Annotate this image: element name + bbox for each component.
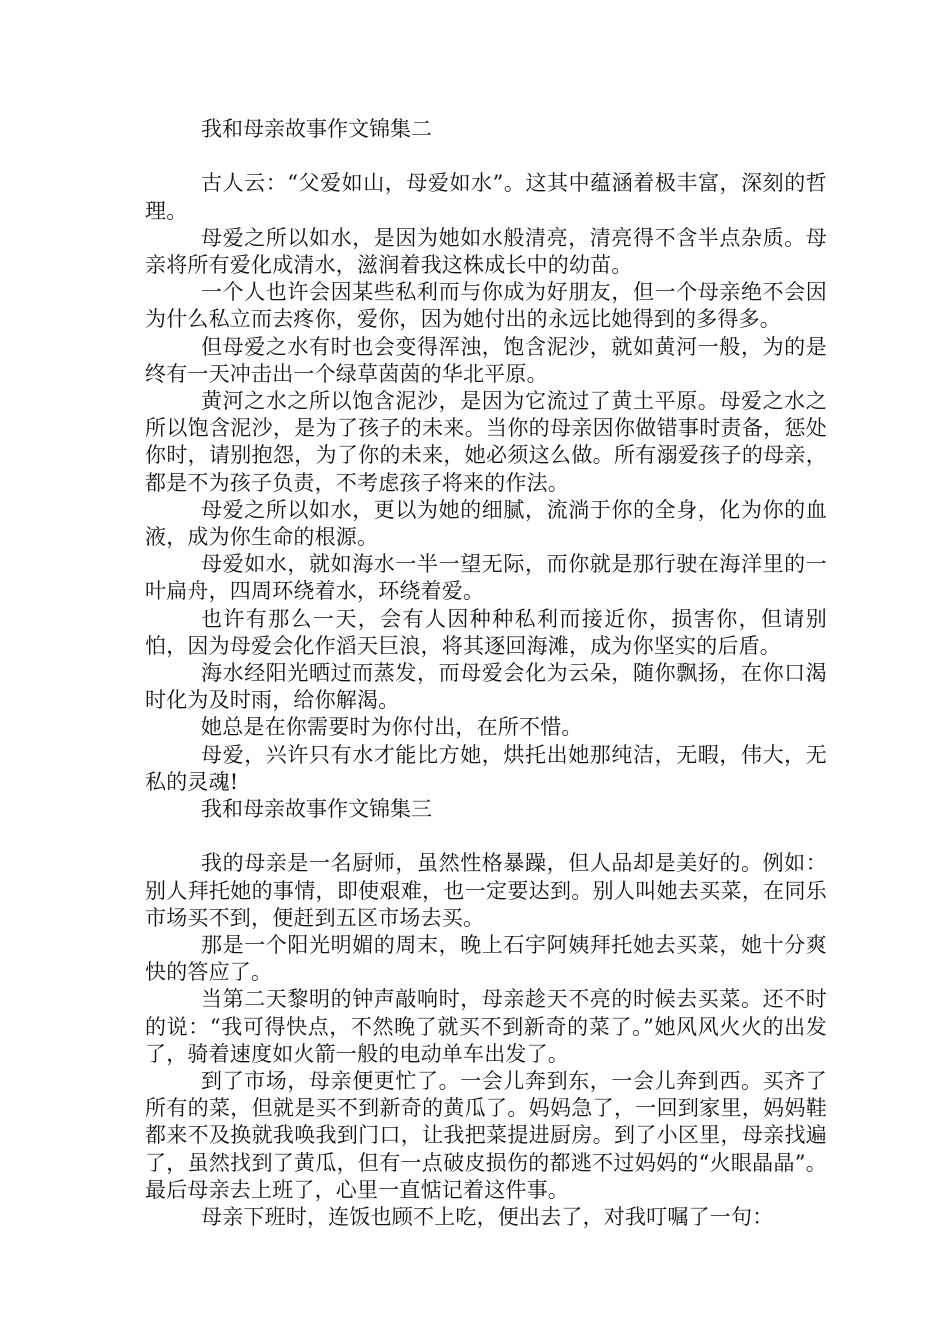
paragraph: 母爱如水，就如海水一半一望无际，而你就是那行驶在海洋里的一叶扁舟，四周环绕着水，环绕着爱。 xyxy=(145,552,827,604)
paragraph: 也许有那么一天，会有人因种种私利而接近你，损害你，但请别怕，因为母爱会化作滔天巨浪，将其逐回海滩，成为你坚实的后盾。 xyxy=(145,606,827,658)
paragraph: 母爱之所以如水，更以为她的细腻，流淌于你的全身，化为你的血液，成为你生命的根源。 xyxy=(145,497,827,550)
paragraph: 她总是在你需要时为你付出，在所不惜。 xyxy=(201,715,583,740)
paragraph: 但母爱之水有时也会变得浑浊，饱含泥沙，就如黄河一般，为的是终有一天冲击出一个绿草茵茵的华北平原。 xyxy=(145,334,827,386)
paragraph: 一个人也许会因某些私利而与你成为好朋友，但一个母亲绝不会因为什么私立而去疼你，爱你，因为她付出的永远比她得到的多得多。 xyxy=(145,280,827,332)
paragraph: 母爱之所以如水，是因为她如水般清亮，清亮得不含半点杂质。母亲将所有爱化成清水，滋润着我这株成长中的幼苗。 xyxy=(145,225,827,277)
blank-line xyxy=(145,143,827,170)
section-title: 我和母亲故事作文锦集三 xyxy=(201,797,432,822)
paragraph: 到了市场，母亲便更忙了。一会儿奔到东，一会儿奔到西。买齐了所有的菜，但就是买不到新奇的黄瓜了。妈妈急了，一回到家里，妈妈鞋都来不及换就我唤我到门口，让我把菜提进厨房。到了小区里，母亲找遍了，虽然找到了黄瓜，但有一点破皮损伤的都逃不过妈妈的“火眼晶晶”。最后母亲去上班了，心里一直惦记着这件事。 xyxy=(145,1069,827,1202)
paragraph: 当第二天黎明的钟声敲响时，母亲趁天不亮的时候去买菜。还不时的说：“我可得快点，不然晚了就买不到新奇的菜了。”她风风火火的出发了，骑着速度如火箭一般的电动单车出发了。 xyxy=(145,987,827,1066)
paragraph: 黄河之水之所以饱含泥沙，是因为它流过了黄土平原。母爱之水之所以饱含泥沙，是为了孩子的未来。当你的母亲因你做错事时责备，惩处你时，请别抱怨，为了你的未来，她必须这么做。所有溺爱孩子的母亲，都是不为孩子负责，不考虑孩子将来的作法。 xyxy=(145,389,827,495)
paragraph: 海水经阳光晒过而蒸发，而母爱会化为云朵，随你飘扬，在你口渴时化为及时雨，给你解渴。 xyxy=(145,661,827,713)
paragraph: 母亲下班时，连饭也顾不上吃，便出去了，对我叮嘱了一句： xyxy=(201,1205,774,1230)
section-title: 我和母亲故事作文锦集二 xyxy=(201,117,432,141)
document-page xyxy=(145,116,827,1231)
paragraph: 我的母亲是一名厨师，虽然性格暴躁，但人品却是美好的。例如：别人拜托她的事情，即使艰难，也一定要达到。别人叫她去买菜，在同乐市场买不到，便赶到五区市场去买。 xyxy=(145,851,827,930)
paragraph: 那是一个阳光明媚的周末，晚上石宇阿姨拜托她去买菜，她十分爽快的答应了。 xyxy=(145,933,827,985)
blank-line xyxy=(145,823,827,850)
paragraph: 母爱，兴许只有水才能比方她，烘托出她那纯洁，无暇，伟大，无私的灵魂! xyxy=(145,742,827,794)
paragraph: 古人云：“父爱如山，母爱如水”。这其中蕴涵着极丰富，深刻的哲理。 xyxy=(145,171,827,223)
